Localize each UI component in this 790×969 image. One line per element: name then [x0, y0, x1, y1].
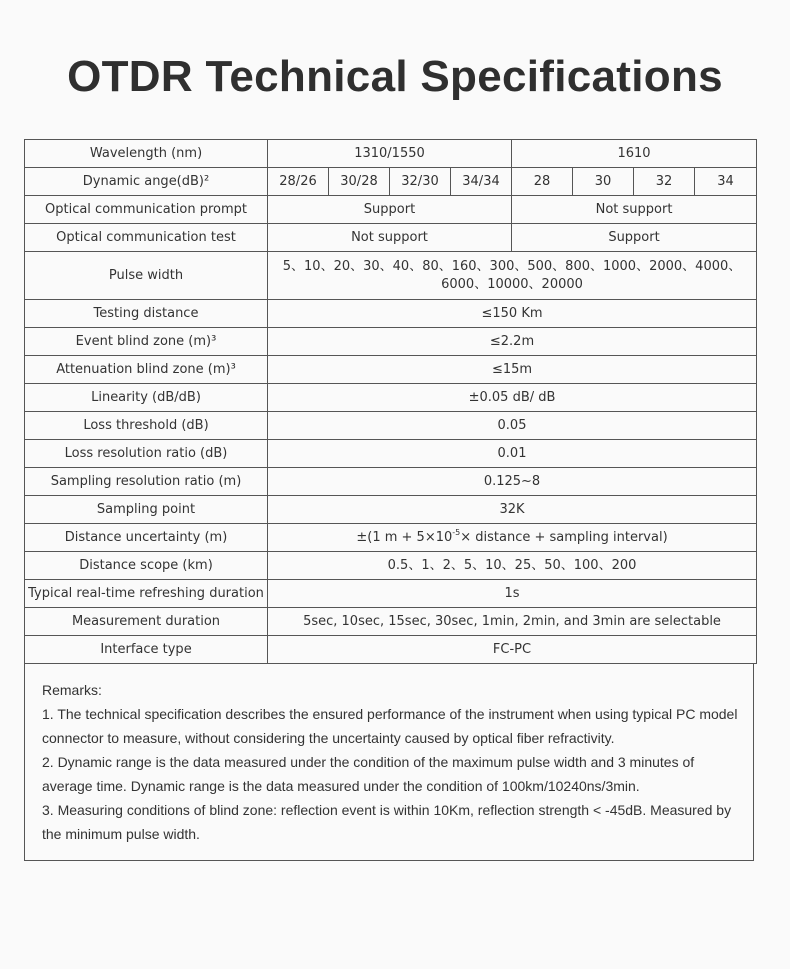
table-row — [25, 636, 757, 664]
table-row — [25, 196, 757, 224]
uncertainty-pre: ±(1 m + 5×10 — [356, 529, 453, 545]
table-cell: 28/26 — [268, 168, 329, 196]
table-row — [25, 468, 757, 496]
uncertainty-post: × distance + sampling interval) — [460, 529, 668, 545]
table-row — [25, 384, 757, 412]
table-cell: ≤2.2m — [268, 328, 757, 356]
table-cell: 32/30 — [390, 168, 451, 196]
table-cell: Support — [268, 196, 512, 224]
table-cell: Support — [512, 224, 757, 252]
remarks-line: average time. Dynamic range is the data measured under the condition of 100km/10240ns/3min. — [42, 778, 640, 794]
table-cell: FC-PC — [268, 636, 757, 664]
table-row — [25, 328, 757, 356]
table-row — [25, 440, 757, 468]
remarks-line: connector to measure, without considering the uncertainty caused by optical fiber refractivity. — [42, 730, 615, 746]
table-cell: ±0.05 dB/ dB — [268, 384, 757, 412]
table-cell: 0.125~8 — [268, 468, 757, 496]
table-cell: 0.01 — [268, 440, 757, 468]
table-row — [25, 300, 757, 328]
table-cell: ≤15m — [268, 356, 757, 384]
table-cell: 1310/1550 — [268, 140, 512, 168]
table-cell: 32 — [634, 168, 695, 196]
uncertainty-exponent: -5 — [452, 527, 461, 537]
table-row — [25, 224, 757, 252]
row-label: Distance uncertainty (m) — [25, 524, 268, 552]
remarks-line: 3. Measuring conditions of blind zone: reflection event is within 10Km, reflection strength < -45dB. Measured by — [42, 802, 732, 818]
row-label: Loss threshold (dB) — [25, 412, 268, 440]
table-cell — [268, 524, 757, 552]
row-label: Pulse width — [25, 252, 268, 300]
table-cell: Not support — [268, 224, 512, 252]
row-label: Optical communication test — [25, 224, 268, 252]
table-cell: Not support — [512, 196, 757, 224]
table-row — [25, 412, 757, 440]
remarks-heading: Remarks: — [42, 682, 102, 698]
table-cell: 30 — [573, 168, 634, 196]
table-cell: 34 — [695, 168, 757, 196]
table-cell: 30/28 — [329, 168, 390, 196]
row-label: Distance scope (km) — [25, 552, 268, 580]
remarks-line: 2. Dynamic range is the data measured under the condition of the maximum pulse width and 3 minutes of — [42, 754, 695, 770]
pulse-line-2: 6000、10000、20000 — [441, 276, 583, 292]
pulse-line-1: 5、10、20、30、40、80、160、300、500、800、1000、2000、4000、 — [282, 258, 742, 274]
table-row — [25, 524, 757, 552]
row-label: Sampling point — [25, 496, 268, 524]
row-label: Typical real-time refreshing duration — [25, 580, 268, 608]
spec-table — [24, 139, 757, 664]
table-cell: ≤150 Km — [268, 300, 757, 328]
remarks-line: 1. The technical specification describes the ensured performance of the instrument when using typical PC model — [42, 706, 738, 722]
row-label: Optical communication prompt — [25, 196, 268, 224]
row-label: Sampling resolution ratio (m) — [25, 468, 268, 496]
row-label: Attenuation blind zone (m)³ — [25, 356, 268, 384]
row-label: Testing distance — [25, 300, 268, 328]
table-row — [25, 252, 757, 300]
table-row — [25, 580, 757, 608]
row-label: Linearity (dB/dB) — [25, 384, 268, 412]
table-row — [25, 356, 757, 384]
table-cell: 5sec, 10sec, 15sec, 30sec, 1min, 2min, and 3min are selectable — [268, 608, 757, 636]
table-row — [25, 140, 757, 168]
table-cell: 34/34 — [451, 168, 512, 196]
table-cell: 32K — [268, 496, 757, 524]
row-label: Loss resolution ratio (dB) — [25, 440, 268, 468]
table-cell: 28 — [512, 168, 573, 196]
remarks-line: the minimum pulse width. — [42, 826, 200, 842]
row-label: Dynamic ange(dB)² — [25, 168, 268, 196]
table-cell — [268, 252, 757, 300]
table-row — [25, 168, 757, 196]
remarks-box — [24, 664, 754, 861]
table-row — [25, 552, 757, 580]
page-title: OTDR Technical Specifications — [67, 52, 723, 101]
row-label: Measurement duration — [25, 608, 268, 636]
table-cell: 0.05 — [268, 412, 757, 440]
table-row — [25, 496, 757, 524]
table-cell: 0.5、1、2、5、10、25、50、100、200 — [268, 552, 757, 580]
row-label: Wavelength (nm) — [25, 140, 268, 168]
row-label: Interface type — [25, 636, 268, 664]
table-cell: 1610 — [512, 140, 757, 168]
table-row — [25, 608, 757, 636]
table-cell: 1s — [268, 580, 757, 608]
row-label: Event blind zone (m)³ — [25, 328, 268, 356]
